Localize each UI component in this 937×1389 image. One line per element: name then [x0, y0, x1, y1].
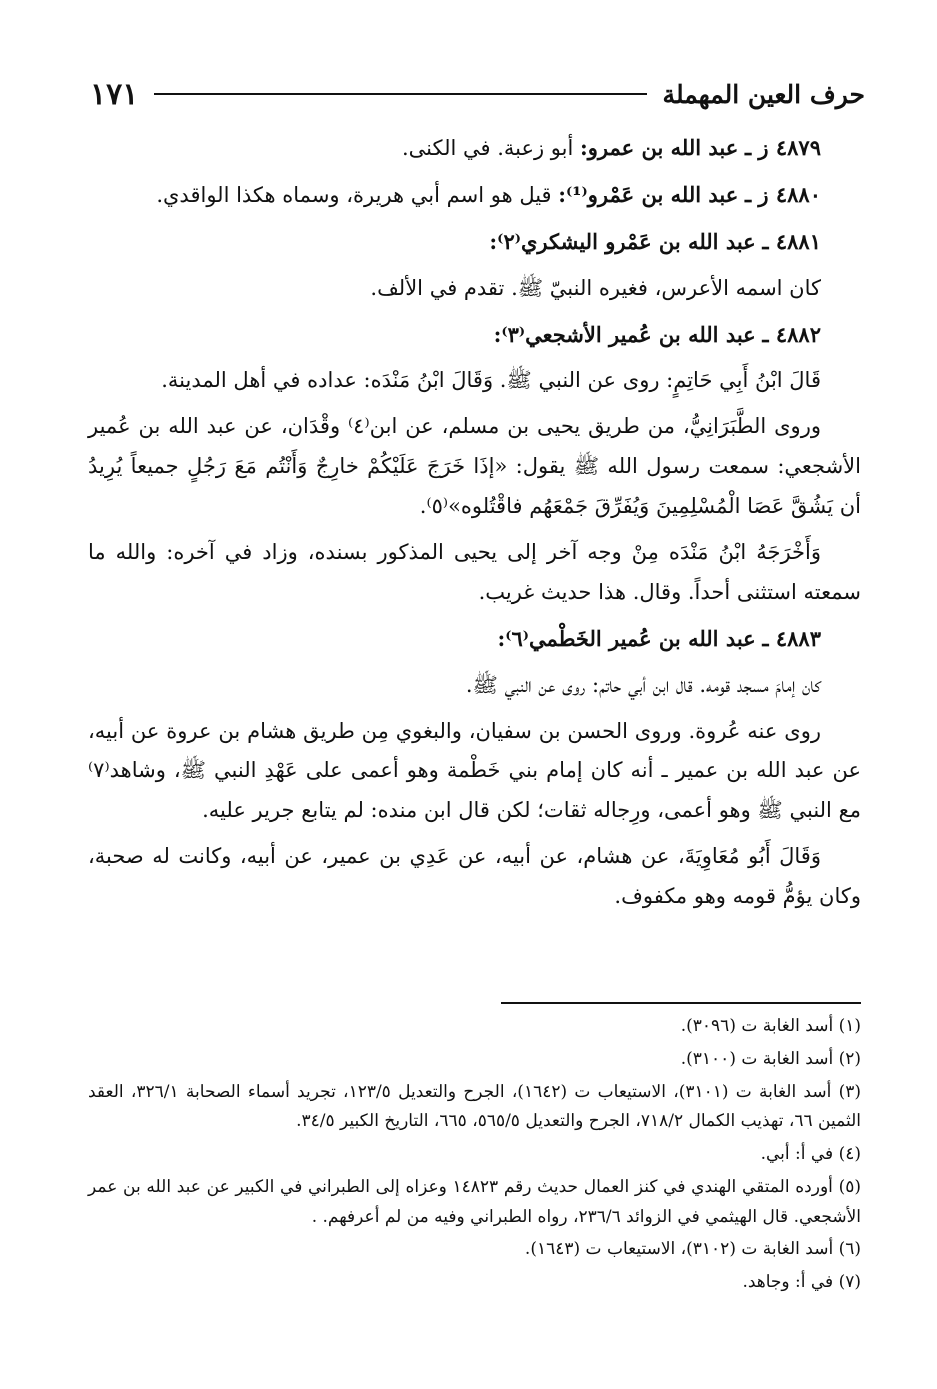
footnote: (٧) في أ: وجاهد. — [742, 1272, 861, 1292]
paragraph: وروى الطَّبَرَانِيُّ، من طريق يحيى بن مسلم، عن ابن⁽٤⁾ وقْدَان، عن عبد الله بن عُمير الأشجعي: سمعت رسول الله ﷺ يقول: «إذَا خَرَجَ عَلَيْكُمْ خارِجٌ وَأَنْتُم مَعَ رَجُلٍ جميعاً يُرِيدُ أن يَشُقَّ عَصَا الْمُسْلِمِينَ وَيُفَرِّقَ جَمْعَهُم فاقْتُلوه»⁽٥⁾. — [88, 414, 861, 519]
header-rule — [154, 93, 646, 95]
paragraph: كان إمامَ مسجد قومه. قال ابن أبي حاتم: روى عن النبي ﷺ. — [465, 672, 821, 697]
chapter-title: حرف العين المهملة — [662, 79, 865, 109]
entry-heading: ٤٨٨٣ ـ عبد الله بن عُمير الخَطْمي⁽٦⁾: — [497, 625, 821, 651]
footnote: (٥) أورده المتقي الهندي في كنز العمال حديث رقم ١٤٨٢٣ وعزاه إلى الطبراني في الكبير عن عبد الله بن عمر الأشجعي. قال الهيثمي في الزوائد ٢٣٦/٦، رواه الطبراني وفيه من لم أعرفهم. . — [88, 1176, 861, 1227]
entry-heading: ٤٨٨٠ ز ـ عبد الله بن عَمْرو⁽¹⁾: قيل هو اسم أبي هريرة، وسماه هكذا الواقدي. — [156, 181, 821, 207]
footnote: (١) أسد الغابة ت (٣٠٩٦). — [680, 1016, 861, 1036]
paragraph: كان اسمه الأعرس، فغيره النبيّ ﷺ. تقدم في الألف. — [370, 275, 821, 300]
footnote-separator — [501, 1002, 861, 1004]
footnote: (٣) أسد الغابة ت (٣١٠١)، الاستيعاب ت (١٦٤٢)، الجرح والتعديل ١٢٣/٥، تجريد أسماء الصحابة ٣٢٦/١، العقد الثمين ٦٦، تهذيب الكمال ٧١٨/٢، الجرح والتعديل ٥٦٥/٥، ٦٦٥، التاريخ الكبير ٣٤/٥. — [88, 1081, 861, 1132]
page-number: ١٧١ — [90, 76, 139, 112]
paragraph: روى عنه عُروة. وروى الحسن بن سفيان، والبغوي مِن طريق هشام بن عروة عن أبيه، عن عبد الله بن عمير ـ أنه كان إمام بني خَطْمة وهو أعمى على عَهْدِ النبي ﷺ، وشاهد⁽٧⁾ مع النبي ﷺ وهو أعمى، ورِجاله ثقات؛ لكن قال ابن منده: لم يتابع جرير عليه. — [88, 718, 861, 823]
footnote: (٢) أسد الغابة ت (٣١٠٠). — [680, 1048, 861, 1069]
main-text — [88, 128, 861, 923]
footnotes — [88, 1012, 861, 1301]
footnote: (٤) في أ: أبي. — [760, 1144, 861, 1164]
footnote: (٦) أسد الغابة ت (٣١٠٢)، الاستيعاب ت (١٦٤٣). — [524, 1239, 861, 1260]
paragraph: قَالَ ابْنُ أَبِي حَاتِمٍ: روى عن النبي ﷺ. وَقَالَ ابْنُ مَنْدَه: عداده في أهل المدينة. — [161, 368, 821, 393]
entry-heading: ٤٨٧٩ ز ـ عبد الله بن عمرو: أبو زعبة. في الكنى. — [401, 135, 821, 160]
paragraph: وَأَخْرَجَهُ ابْنُ مَنْدَه مِنْ وجه آخر إلى يحيى المذكور بسنده، وزاد في آخره: والله ما سمعته استثنى أحداً. وقال. هذا حديث غريب. — [88, 540, 861, 604]
paragraph: وَقَالَ أَبُو مُعَاوِيَةَ، عن هشام، عن أبيه، عن عَدِي بن عمير، عن أبيه، وكانت له صحبة، وكان يؤمُّ قومه وهو مكفوف. — [88, 844, 861, 909]
page-header — [90, 74, 865, 114]
entry-heading: ٤٨٨٢ ـ عبد الله بن عُمير الأشجعي⁽٣⁾: — [493, 321, 821, 347]
entry-heading: ٤٨٨١ ـ عبد الله بن عَمْرو اليشكري⁽٢⁾: — [489, 228, 821, 254]
